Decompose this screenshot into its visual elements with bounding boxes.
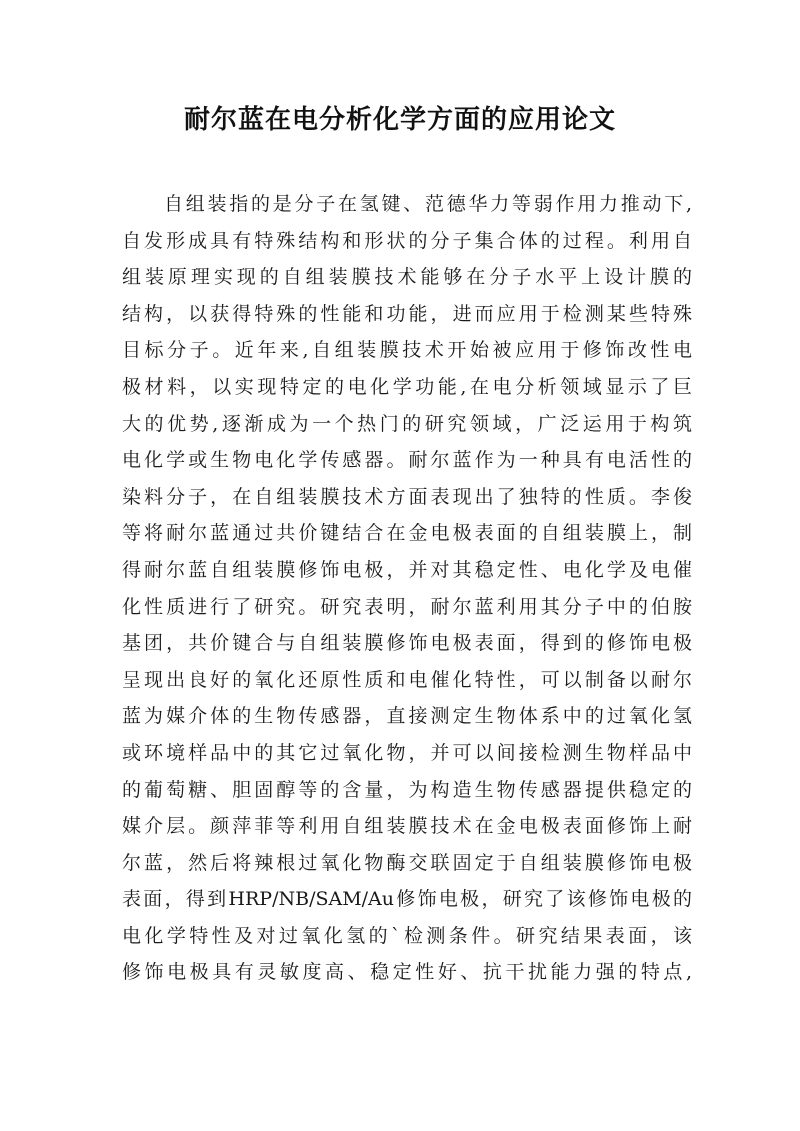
body-line: 媒介层。颜萍菲等利用自组装膜技术在金电极表面修饰上耐 <box>122 815 692 838</box>
body-line: 大的优势,逐渐成为一个热门的研究领域，广泛运用于构筑 <box>122 412 692 435</box>
body-line: 结构，以获得特殊的性能和功能，进而应用于检测某些特殊 <box>122 302 692 325</box>
body-line: 染料分子，在自组装膜技术方面表现出了独特的性质。李俊 <box>122 485 692 508</box>
body-line: 修饰电极具有灵敏度高、稳定性好、抗干扰能力强的特点, <box>122 961 692 984</box>
body-line: 呈现出良好的氧化还原性质和电催化特性，可以制备以耐尔 <box>122 668 692 691</box>
body-line: 电化学特性及对过氧化氢的`检测条件。研究结果表面，该 <box>122 924 692 947</box>
body-line: 或环境样品中的其它过氧化物，并可以间接检测生物样品中 <box>122 741 692 764</box>
body-line: 极材料，以实现特定的电化学功能,在电分析领域显示了巨 <box>122 375 692 398</box>
document-body <box>122 186 692 991</box>
body-line: 基团，共价键合与自组装膜修饰电极表面，得到的修饰电极 <box>122 632 692 655</box>
body-line: 组装原理实现的自组装膜技术能够在分子水平上设计膜的 <box>122 266 692 289</box>
body-line: 电化学或生物电化学传感器。耐尔蓝作为一种具有电活性的 <box>122 449 692 472</box>
body-line: 得耐尔蓝自组装膜修饰电极，并对其稳定性、电化学及电催 <box>122 558 692 581</box>
body-line: 自发形成具有特殊结构和形状的分子集合体的过程。利用自 <box>122 229 692 252</box>
body-line: 自组装指的是分子在氢键、范德华力等弱作用力推动下, <box>164 193 692 215</box>
body-line: 的葡萄糖、胆固醇等的含量，为构造生物传感器提供稳定的 <box>122 778 692 801</box>
document-title: 耐尔蓝在电分析化学方面的应用论文 <box>183 105 616 135</box>
body-line: 尔蓝，然后将辣根过氧化物酶交联固定于自组装膜修饰电极 <box>122 851 692 874</box>
body-line: 等将耐尔蓝通过共价键结合在金电极表面的自组装膜上，制 <box>122 522 692 545</box>
body-line: 蓝为媒介体的生物传感器，直接测定生物体系中的过氧化氢 <box>122 705 692 728</box>
body-line: 表面，得到HRP/NB/SAM/Au修饰电极，研究了该修饰电极的 <box>122 888 692 911</box>
body-line: 目标分子。近年来,自组装膜技术开始被应用于修饰改性电 <box>122 339 692 362</box>
body-line: 化性质进行了研究。研究表明，耐尔蓝利用其分子中的伯胺 <box>122 595 692 618</box>
